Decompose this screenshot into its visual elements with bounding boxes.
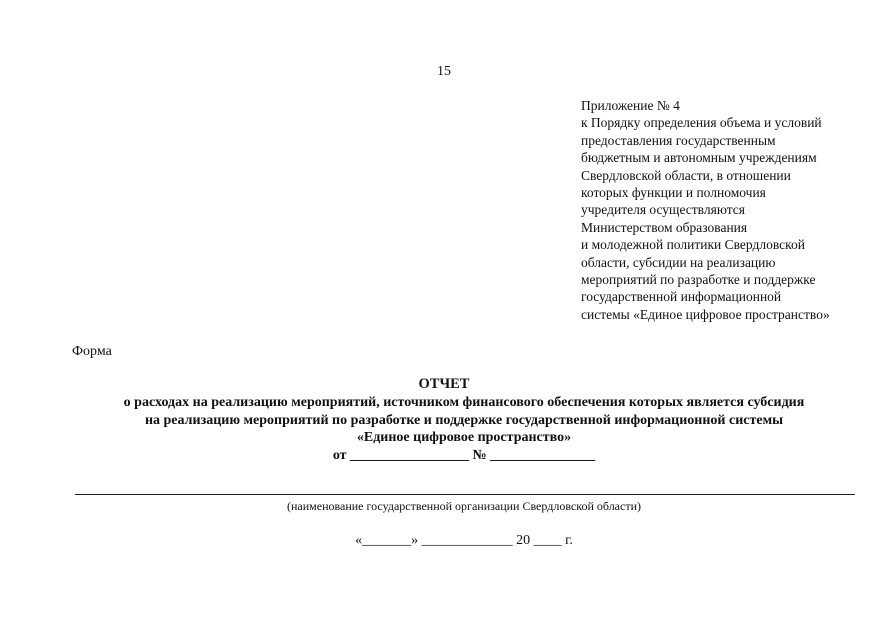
appendix-line: мероприятий по разработке и поддержке	[581, 272, 816, 288]
report-description-line: на реализацию мероприятий по разработке и поддержке государственной информационной системы	[144, 412, 784, 428]
appendix-line: системы «Единое цифровое пространство»	[581, 306, 830, 322]
appendix-line: Министерством образования	[581, 219, 748, 235]
appendix-line: и молодежной политики Свердловской	[581, 237, 805, 253]
appendix-line: области, субсидии на реализацию	[581, 254, 776, 270]
date-line: «_______» _____________ 20 ____ г.	[355, 533, 573, 548]
organization-name-caption: (наименование государственной организации Свердловской области)	[287, 499, 641, 513]
appendix-line: к Порядку определения объема и условий	[581, 115, 822, 131]
appendix-line: предоставления государственным	[581, 132, 776, 148]
report-description-line: «Единое цифровое пространство»	[356, 430, 572, 445]
form-label: Форма	[72, 344, 112, 359]
report-description-line: о расходах на реализацию мероприятий, источником финансового обеспечения которых является субсидия	[123, 395, 805, 410]
appendix-line: государственной информационной	[581, 289, 782, 305]
page-number: 15	[437, 64, 451, 79]
appendix-line: учредителя осуществляются	[581, 202, 745, 218]
appendix-line: Приложение № 4	[581, 98, 680, 113]
appendix-line: бюджетным и автономным учреждениям	[581, 150, 817, 166]
organization-name-underline	[75, 494, 855, 495]
report-number-line: от _________________ № _______________	[332, 448, 596, 463]
appendix-line: которых функции и полномочия	[581, 185, 766, 201]
report-title: ОТЧЕТ	[418, 376, 470, 392]
appendix-block	[581, 97, 881, 323]
report-description	[0, 394, 888, 447]
appendix-line: Свердловской области, в отношении	[581, 167, 791, 183]
